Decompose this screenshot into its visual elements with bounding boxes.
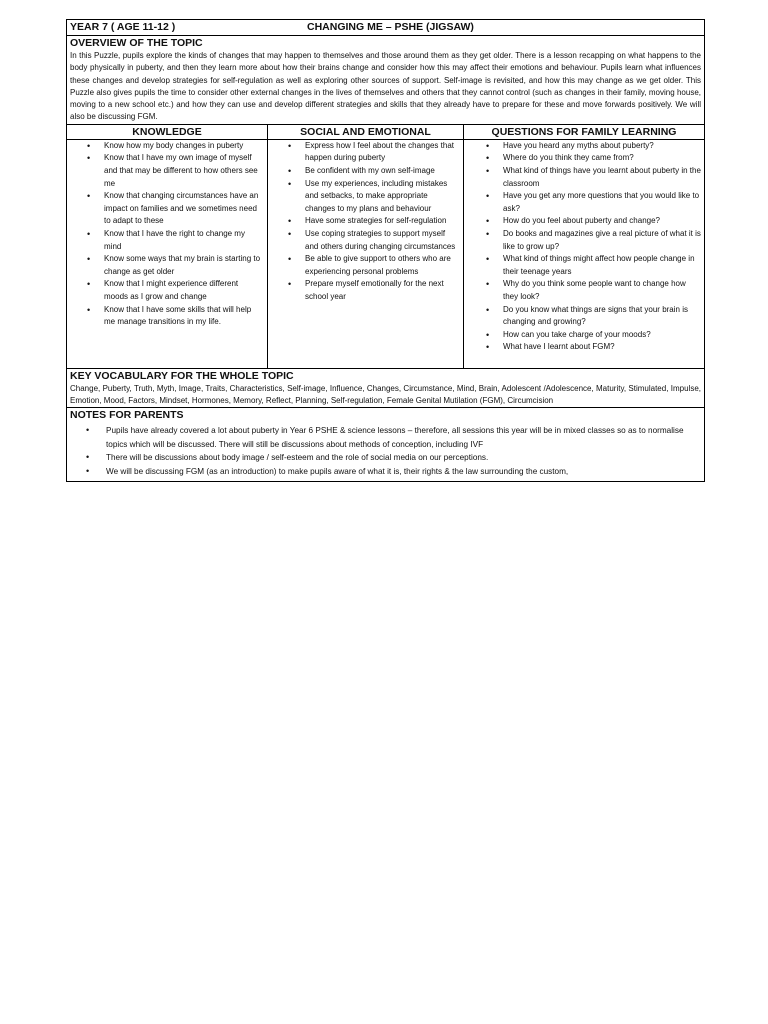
knowledge-heading: KNOWLEDGE <box>67 124 268 139</box>
social-emotional-column <box>268 139 464 368</box>
list-item: • Know that changing circumstances have an impact on families and we sometimes need to adapt to these <box>104 190 264 228</box>
family-questions-list <box>467 140 701 354</box>
header-row <box>67 20 705 36</box>
list-item: • Do you know what things are signs that your brain is changing and growing? <box>503 304 701 329</box>
document-page <box>66 19 704 482</box>
vocabulary-heading: KEY VOCABULARY FOR THE WHOLE TOPIC <box>70 369 294 382</box>
list-item: • Know that I have my own image of myself and that may be different to how others see me <box>104 152 264 190</box>
knowledge-column <box>67 139 268 368</box>
notes-heading: NOTES FOR PARENTS <box>70 409 184 422</box>
list-item: • How can you take charge of your moods? <box>503 329 701 342</box>
social-emotional-heading: SOCIAL AND EMOTIONAL <box>268 124 464 139</box>
list-item: • Know that I might experience different moods as I grow and change <box>104 278 264 303</box>
list-item: • There will be discussions about body image / self-esteem and the role of social media on our perceptions. <box>106 451 701 464</box>
notes-list <box>70 424 701 478</box>
list-item: • What kind of things have you learnt about puberty in the classroom <box>503 165 701 190</box>
year-label: YEAR 7 ( AGE 11-12 ) <box>70 21 176 33</box>
vocabulary-text: Change, Puberty, Truth, Myth, Image, Traits, Characteristics, Self-image, Influence, Changes, Circumstance, Mind, Brain, Adolescent /Adolescence, Maturity, Stimulated, Impulse, Emotion, Mood, Factors, Mindset, Hormones, Memory, Reflect, Planning, Self-regulation, Female Genital Mutilation (FGM), Circumcision <box>70 383 701 406</box>
list-item: • What kind of things might affect how people change in their teenage years <box>503 253 701 278</box>
overview-text: In this Puzzle, pupils explore the kinds of changes that may happen to themselves and those around them as they get older. There is a lesson recapping on what happens to the body physically in puberty, and then they learn more about how their brains change and consider how this may affect their emotions and behaviour. Pupils learn what influences these changes and develop strategies for self-regulation as well as exploring other sources of support. Self-image is revisited, and how this may change as we get older. This Puzzle also gives pupils the time to consider other external changes in the lives of themselves and others that they cannot control (such as changes in their family, moving house, moving to a new school etc.) and how they can use and develop different strategies and skills that they already have to prepare for these and move forwards positively. We will also be discussing FGM. <box>70 51 701 122</box>
list-item: • Use my experiences, including mistakes and setbacks, to make appropriate changes to my plans and behaviour <box>305 178 460 216</box>
family-questions-heading: QUESTIONS FOR FAMILY LEARNING <box>464 124 705 139</box>
list-item: • Know some ways that my brain is starting to change as get older <box>104 253 264 278</box>
list-item: • Why do you think some people want to change how they look? <box>503 278 701 303</box>
list-item: • Be confident with my own self-image <box>305 165 460 178</box>
overview-heading: OVERVIEW OF THE TOPIC <box>70 37 203 49</box>
document-title: CHANGING ME – PSHE (JIGSAW) <box>307 21 474 33</box>
list-item: • We will be discussing FGM (as an introduction) to make pupils aware of what it is, their rights & the law surrounding the custom, <box>106 465 701 478</box>
list-item: • Have you heard any myths about puberty? <box>503 140 701 153</box>
list-item: • Express how I feel about the changes that happen during puberty <box>305 140 460 165</box>
list-item: • Prepare myself emotionally for the next school year <box>305 278 460 303</box>
list-item: • How do you feel about puberty and change? <box>503 215 701 228</box>
list-item: • Do books and magazines give a real picture of what it is like to grow up? <box>503 228 701 253</box>
list-item: • Have you get any more questions that you would like to ask? <box>503 190 701 215</box>
social-emotional-list <box>271 140 460 304</box>
list-item: • Know that I have the right to change my mind <box>104 228 264 253</box>
list-item: • Use coping strategies to support myself and others during changing circumstances <box>305 228 460 253</box>
knowledge-list <box>70 140 264 329</box>
family-questions-column <box>464 139 705 368</box>
list-item: • Know how my body changes in puberty <box>104 140 264 153</box>
list-item: • Know that I have some skills that will help me manage transitions in my life. <box>104 304 264 329</box>
vocabulary-section <box>67 368 705 408</box>
overview-section <box>67 36 705 125</box>
list-item: • What have I learnt about FGM? <box>503 341 701 354</box>
list-item: • Pupils have already covered a lot about puberty in Year 6 PSHE & science lessons – therefore, all sessions this year will be in mixed classes so as to normalise topics which will be discussed. There will still be discussions about methods of conception, including IVF <box>106 424 701 451</box>
list-item: • Be able to give support to others who are experiencing personal problems <box>305 253 460 278</box>
list-item: • Have some strategies for self-regulation <box>305 215 460 228</box>
notes-section <box>67 408 705 482</box>
topic-table <box>66 19 705 482</box>
list-item: • Where do you think they came from? <box>503 152 701 165</box>
